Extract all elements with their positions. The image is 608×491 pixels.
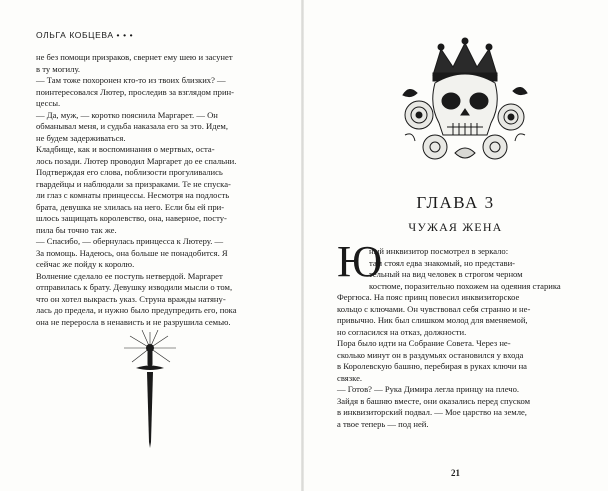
text-line: костюме, поразительно похожем на одеяния старика [369,280,561,291]
text-line: — Готов? — Рука Димира легла принцу на плечо. [337,384,520,394]
text-line: привычно. Ник был слишком молод для вменяемой, [337,315,528,325]
left-page-text [36,52,272,328]
text-line: гвардейцы и наблюдали за призраками. Те не спуска- [36,178,231,189]
skull-crown-illustration [395,35,535,170]
text-line: ный инквизитор посмотрел в зеркало: [369,246,509,256]
text-line: Фергюса. На пояс принц повесил инквизиторское [337,292,520,302]
text-line: шлось защищать королевство, она, наверное, посту- [36,213,227,223]
text-line: в инквизиторский подвал. — Мое царство на земле, [337,407,527,417]
text-line: — Да, муж, — коротко пояснила Маргарет. — Он [36,109,218,120]
text-line: кольцо с ключами. Он чувствовал себя странно и не- [337,303,531,314]
text-line: сколько минут он в раздумьях остановился у входа [337,349,524,360]
chapter-title: ГЛАВА 3 [416,193,495,212]
text-line: ли глаз с комнаты принцессы. Несмотря на подлость [36,190,230,200]
text-line: в ту могилу. [36,63,81,74]
dagger-illustration [110,330,190,450]
text-line: Подтверждая его слова, поблизости прогуливались [36,167,223,177]
running-head: ОЛЬГА КОБЦЕВА • • • [36,30,134,40]
drop-cap: Ю [337,237,383,286]
text-line: лось позади. Лютер проводил Маргарет до ее спальни. [36,155,237,166]
text-line: обманывал меня, и судьба наказала его за это. Идем, [36,121,228,131]
text-line: но согласился на отказ, должности. [337,326,467,337]
text-line: За помощь. Надеюсь, она больше не понадобится. Я [36,247,228,258]
text-line: цессы. [36,98,61,108]
text-line: там стоял едва знакомый, но представи- [369,257,516,268]
text-line: не без помощи призраков, свернет ему шею и засунет [36,52,233,62]
text-line: тельный на вид человек в строгом черном [369,269,523,279]
text-line: пила бы точно так же. [36,224,117,235]
text-line: поинтересовался Лютер, проследив за взглядом прин- [36,86,235,97]
text-line: она не переросла в ненависть и не разрушила семью. [36,316,231,327]
chapter-subtitle: ЧУЖАЯ ЖЕНА [408,220,503,234]
text-line: отправилась к брату. Девушку изводили мысли о том, [36,282,233,292]
text-line: Зайдя в башню вместе, они оказались перед спуском [337,395,531,406]
text-line: связке. [337,372,363,383]
text-line: что он хотел выкрасть указ. Струна вражды натяну- [36,293,226,304]
book-gutter [301,0,304,491]
text-line: не будем задерживаться. [36,132,126,143]
text-line: сейчас же пойду к королю. [36,259,135,269]
text-line: — Спасибо, — обернулась принцесса к Лютеру. — [36,236,224,246]
text-line: брата, девушка не злилась на него. Если бы ей при- [36,201,225,212]
text-line: Кладбище, как и воспоминания о мертвых, оста- [36,144,215,154]
text-line: — Там тоже похоронен кто-то из твоих близких? — [36,75,226,85]
text-line: лась до предела, и нужно было предупредить его, пока [36,305,237,315]
text-line: а твое теперь — под ней. [337,418,429,429]
right-page-text [337,246,577,430]
text-line: Волнение сделало ее поступь нетвердой. Маргарет [36,270,223,281]
text-line: Пора было идти на Собрание Совета. Через не- [337,338,511,348]
page-number: 21 [451,468,460,478]
text-line: в Королевскую башню, перебирая в руках ключи на [337,361,527,371]
